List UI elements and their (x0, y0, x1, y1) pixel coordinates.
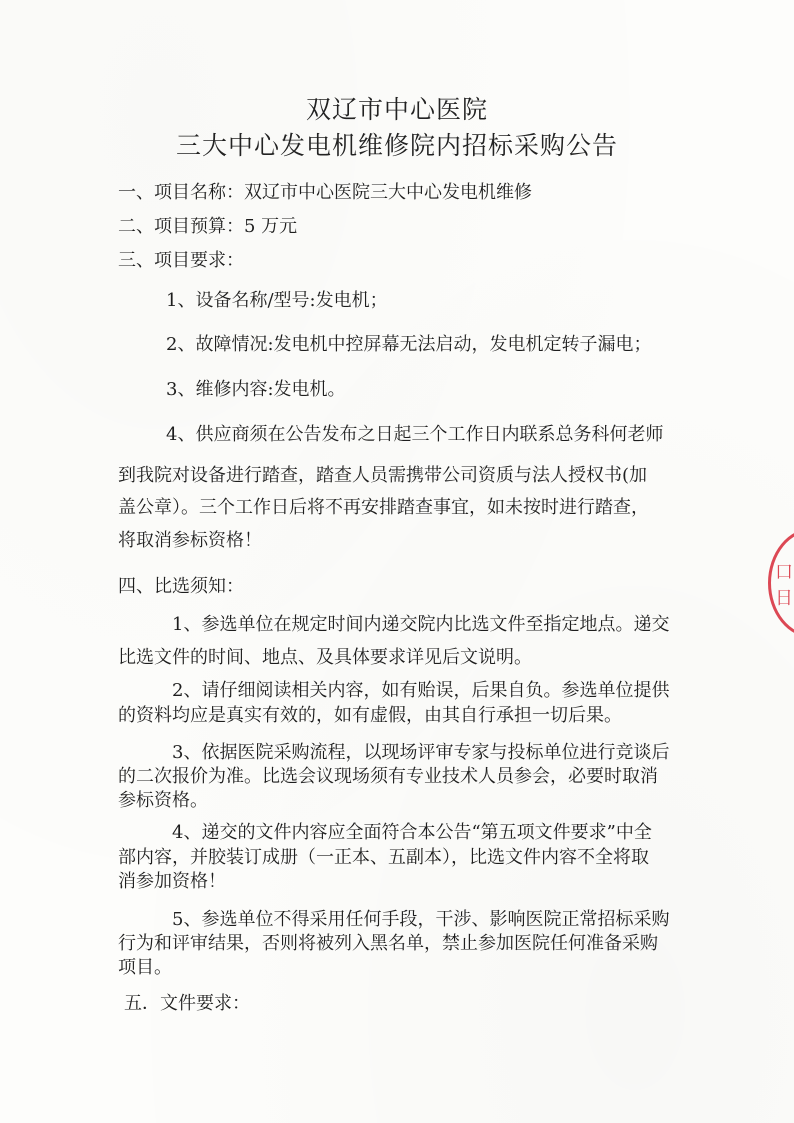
section-2-project-budget: 二、项目预算：5 万元 (118, 216, 298, 237)
notice-5-line-3: 项目。 (118, 957, 172, 978)
requirement-4-line-3: 盖公章）。三个工作日后将不再安排踏查事宜，如未按时进行踏查， (118, 497, 649, 518)
notice-4-line-2: 部内容，并胶装订成册（一正本、五副本），比选文件内容不全将取 (118, 847, 649, 868)
seal-glyph-2: 日 (775, 588, 793, 609)
notice-1-line-2: 比选文件的时间、地点、及具体要求详见后文说明。 (118, 647, 532, 668)
requirement-3: 3、维修内容:发电机。 (166, 379, 346, 400)
red-seal-stamp-text (775, 560, 793, 612)
requirement-1: 1、设备名称/型号:发电机； (166, 290, 388, 311)
section-1-project-name: 一、项目名称：双辽市中心医院三大中心发电机维修 (118, 182, 532, 203)
notice-5-line-2: 行为和评审结果，否则将被列入黑名单，禁止参加医院任何准备采购 (118, 933, 658, 954)
notice-4-line-1: 4、递交的文件内容应全面符合本公告“第五项文件要求”中全 (172, 822, 652, 843)
requirement-4-line-2: 到我院对设备进行踏查，踏查人员需携带公司资质与法人授权书(加 (118, 465, 648, 486)
notice-3-line-1: 3、依据医院采购流程，以现场评审专家与投标单位进行竞谈后 (172, 742, 670, 763)
section-3-heading: 三、项目要求： (118, 250, 244, 271)
section-5-heading: 五．文件要求： (124, 993, 250, 1014)
requirement-4-line-4: 将取消参标资格！ (118, 530, 262, 551)
notice-2-line-1: 2、请仔细阅读相关内容，如有贻误，后果自负。参选单位提供 (172, 680, 670, 701)
notice-5-line-1: 5、参选单位不得采用任何手段，干涉、影响医院正常招标采购 (172, 909, 670, 930)
document-title-notice: 三大中心发电机维修院内招标采购公告 (175, 131, 618, 160)
section-4-heading: 四、比选须知： (118, 576, 244, 597)
notice-1-line-1: 1、参选单位在规定时间内递交院内比选文件至指定地点。递交 (172, 614, 670, 635)
notice-2-line-2: 的资料均应是真实有效的，如有虚假，由其自行承担一切后果。 (118, 705, 622, 726)
seal-glyph-1: 口 (775, 562, 793, 583)
document-title-hospital: 双辽市中心医院 (305, 95, 488, 124)
notice-4-line-3: 消参加资格！ (118, 871, 226, 892)
requirement-2: 2、故障情况:发电机中控屏幕无法启动，发电机定转子漏电； (166, 334, 652, 355)
notice-3-line-2: 的二次报价为准。比选会议现场须有专业技术人员参会，必要时取消 (118, 766, 658, 787)
notice-3-line-3: 参标资格。 (118, 790, 208, 811)
requirement-4-line-1: 4、供应商须在公告发布之日起三个工作日内联系总务科何老师 (166, 424, 664, 445)
